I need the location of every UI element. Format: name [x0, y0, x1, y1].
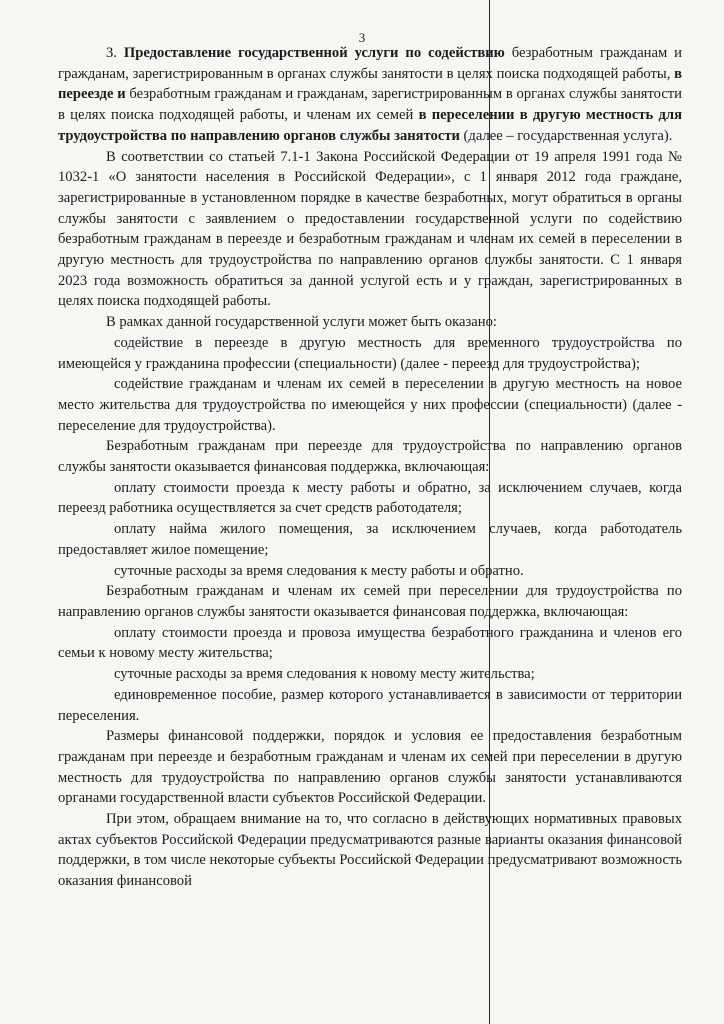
paragraph-attention: При этом, обращаем внимание на то, что согласно в действующих нормативных правовых актах субъектов Российской Федерации предусматриваются разные варианты оказания финансовой поддержки, в том числе некоторые субъекты Российской Федерации предусматривают возможность оказания финансовой — [58, 811, 682, 890]
paragraph-law: В соответствии со статьей 7.1-1 Закона Российской Федерации от 19 апреля 1991 года № 1032-1 «О занятости населения в Российской Федерации», с 1 января 2012 года граждане, зарегистрированные в установленном порядке в качестве безработных, могут обратиться в органы службы занятости с заявлением о предоставлении государственной услуги по содействию безработным гражданам в переезде и безработным гражданам и членам их семей в переселении в другую местность для трудоустройства по направлению органов службы занятости. С 1 января 2023 года возможность обратиться за данной услугой есть и у граждан, зарегистрированных в целях поиска подходящей работы. — [58, 148, 682, 310]
section-heading — [58, 43, 682, 147]
resettlement-support-daily: суточные расходы за время следования к новому месту жительства; — [114, 666, 535, 683]
relocation-support-travel: оплату стоимости проезда к месту работы и обратно, за исключением случаев, когда переезд работника осуществляется за счет средств работодателя; — [58, 479, 682, 517]
paragraph-relocation-support: Безработным гражданам при переезде для трудоустройства по направлению органов службы занятости оказывается финансовая поддержка, включающая: — [58, 438, 682, 476]
paragraph-scope: В рамках данной государственной услуги может быть оказано: — [106, 314, 497, 331]
resettlement-support-travel: оплату стоимости проезда и провоза имущества безработного гражданина и членов его семьи к новому месту жительства; — [58, 624, 682, 662]
relocation-support-housing: оплату найма жилого помещения, за исключением случаев, когда работодатель предоставляет жилое помещение; — [58, 521, 682, 558]
relocation-support-daily: суточные расходы за время следования к месту работы и обратно. — [114, 562, 524, 579]
list-item-resettlement: содействие гражданам и членам их семей в переселении в другую местность на новое место жительства для трудоустройства по имеющейся у них профессии (специальности) (далее - переселение для трудоустройства). — [58, 376, 682, 434]
page-number: 3 — [358, 30, 366, 45]
document-body — [58, 43, 682, 892]
heading-number: 3. — [106, 45, 124, 61]
paragraph-resettlement-support: Безработным гражданам и членам их семей при переселении для трудоустройства по направлению органов службы занятости оказывается финансовая поддержка, включающая: — [58, 583, 682, 620]
heading-text-2: безработным гражданам и гражданам, зарегистрированным в органах службы занятости в целях поиска подходящей работы, — [58, 45, 682, 82]
list-item-relocation: содействие в переезде в другую местность для временного трудоустройства по имеющейся у гражданина профессии (специальности) (далее - переезд для трудоустройства); — [58, 334, 682, 372]
heading-text-4: (далее – государственная услуга). — [459, 127, 673, 144]
paragraph-amounts: Размеры финансовой поддержки, порядок и условия ее предоставления безработным гражданам при переезде и безработным гражданам и членам их семей при переселении в другую местность для трудоустройства по направлению органов службы занятости устанавливаются органами государственной власти субъектов Российской Федерации. — [58, 728, 682, 807]
resettlement-support-allowance: единовременное пособие, размер которого устанавливается в зависимости от территории переселения. — [58, 686, 682, 724]
heading-bold-1: Предоставление государственной услуги по содействию — [123, 45, 505, 61]
heading-bold-3: в переселении в другую местность для трудоустройства по направлению органов службы занятости — [58, 107, 682, 144]
heading-bold-2: в переезде и — [58, 65, 682, 103]
heading-text-3: безработным гражданам и гражданам, зарегистрированным в органах службы занятости в целях поиска подходящей работы, и членам их семей — [58, 86, 682, 124]
